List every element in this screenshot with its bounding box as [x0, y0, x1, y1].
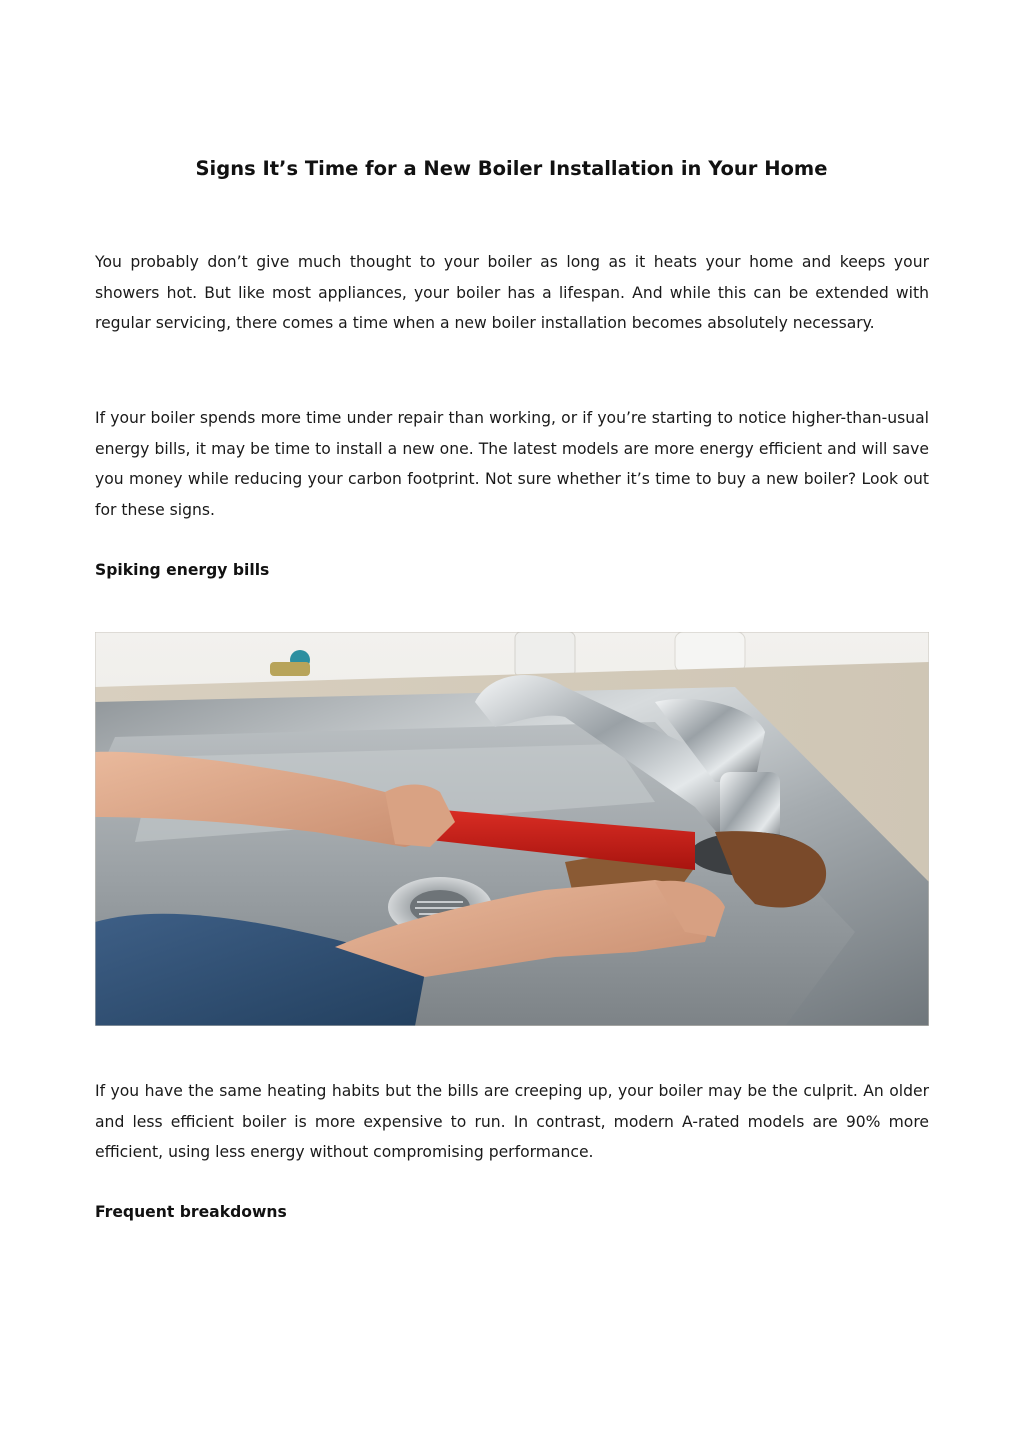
intro-paragraph: You probably don’t give much thought to your boiler as long as it heats your home and keeps your showers hot. But like most appliances, your boiler has a lifespan. And while this can be extended with regular servicing, there comes a time when a new boiler installation becomes absolutely necessary.: [95, 253, 929, 332]
section-heading-frequent-breakdowns: Frequent breakdowns: [95, 1203, 287, 1221]
page-title: Signs It’s Time for a New Boiler Installation in Your Home: [195, 157, 828, 180]
section-heading-spiking-energy-bills: Spiking energy bills: [95, 561, 270, 579]
plumber-sink-photo: [95, 632, 929, 1026]
body-paragraph: If your boiler spends more time under repair than working, or if you’re starting to notice higher-than-usual energy bills, it may be time to install a new one. The latest models are more energy efficient and will save you money while reducing your carbon footprint. Not sure whether it’s time to buy a new boiler? Look out for these signs.: [95, 409, 929, 519]
body-paragraph: If you have the same heating habits but the bills are creeping up, your boiler may be the culprit. An older and less efficient boiler is more expensive to run. In contrast, modern A-rated models are 90% more efficient, using less energy without compromising performance.: [95, 1082, 929, 1161]
